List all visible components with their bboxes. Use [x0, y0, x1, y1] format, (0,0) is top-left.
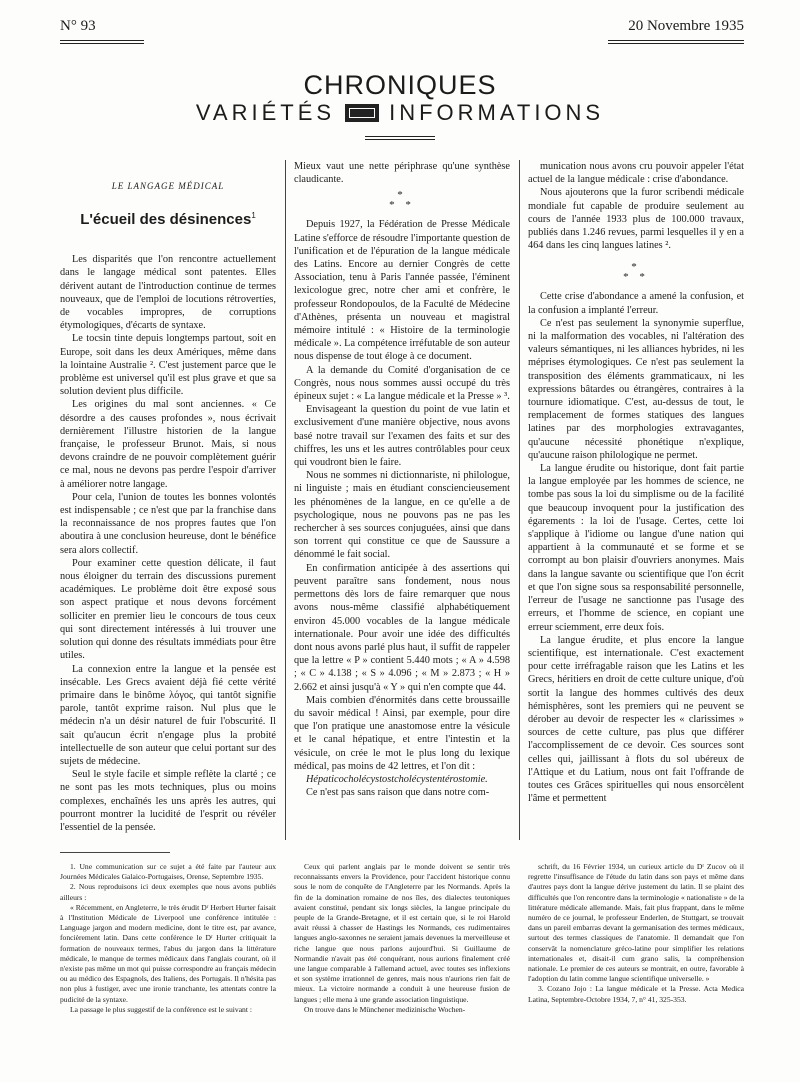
long-word: Hépaticocholécystostcholécystentérostomie.: [306, 773, 488, 785]
paragraph: Cette crise d'abondance a amené la confusion, et la confusion a implanté l'erreur.: [528, 291, 744, 316]
masthead-sub-left: VARIÉTÉS: [195, 100, 336, 125]
issue-date: 20 Novembre 1935: [628, 18, 744, 34]
paragraph: Pour examiner cette question délicate, il faut nous éloigner du terrain des discussions purement académiques. Le problème doit être exposé sous son aspect pratique et nous devons forcément solliciter en premier lieu le concours de tous ceux qui sont directement intéressés à lui trouver une solution qui donne des résultats immédiats pour être utiles.: [60, 557, 276, 662]
asterism: [294, 190, 510, 210]
paragraph: Les disparités que l'on rencontre actuellement dans le langage médical sont patentes. Elles dérivent autant de l'introduction continue de termes nouveaux, que de l'emploi de locutions rétrovertíes, de vocables impropres, de corruptions étymologiques, d'écarts de syntaxe.: [60, 254, 276, 332]
asterism: [528, 262, 744, 282]
footnotes-column-3: [528, 862, 744, 1062]
article-columns: [60, 160, 744, 840]
masthead: [0, 70, 800, 140]
column-2-text: [294, 218, 510, 773]
paragraph: A la demande du Comité d'organisation de ce Congrès, nous nous sommes aussi occupé du très épineux sujet : « La langue médicale et la Presse » ³.: [294, 364, 510, 403]
column-1-text: [60, 253, 276, 834]
asterism-bottom: * *: [623, 271, 649, 284]
article-title-note: 1: [251, 211, 256, 221]
paragraph: On trouve dans le Münchener medizinische Wochen-: [304, 1004, 466, 1014]
column-3-text: [528, 160, 744, 252]
header-rule-left: [60, 40, 144, 44]
paragraph: Nous ajouterons que la furor scribendi médicale mondiale fut capable de produire seulement au cours de l'année 1933 plus de 100.000 travaux, publiés dans 1.246 revues, parmi lesquelles il y en a 464 dans les cinq langues latines ².: [528, 187, 744, 252]
paragraph: munication nous avons cru pouvoir appeler l'état actuel de la langue médicale : crise d'abondance.: [528, 161, 744, 186]
column-1: [60, 160, 276, 840]
paragraph: Depuis 1927, la Fédération de Presse Médicale Latine s'efforce de résoudre l'importante question de l'unification et de l'épuration de la langue médicale des Latins. Encore au dernier Congrès de cette Association, tenu à Paris l'année passée, l'éminent lexicologue grec, notre cher ami et confrère, le professeur Rondopoulos, de la Faculté de Médecine d'Athènes, présenta un nouveau et magistral mémoire intitulé : « Histoire de la terminologie médicale ». La compétence irréfutable de son auteur nous dispense de tout éloge à ce document.: [294, 219, 510, 363]
paragraph: Le tocsin tinte depuis longtemps partout, soit en Europe, soit dans les deux Amériques, même dans la lointaine Australie ². C'est justement parce que le problème est universel qu'il est plus grave et que sa solution devient plus difficile.: [60, 333, 276, 398]
asterism-bottom: * *: [389, 199, 415, 212]
footnotes-column-2: [294, 862, 510, 1062]
asterism-top: *: [631, 261, 641, 274]
column-2: [294, 160, 510, 840]
masthead-subtitle: [0, 100, 800, 126]
masthead-sub-right: INFORMATIONS: [389, 100, 605, 125]
paragraph: Mais combien d'énormités dans cette broussaille du savoir médical ! Ainsi, par exemple, pour dire que l'on pratique une anastomose entre la vésicule et le canal hépatique, et entre l'intestin et la vésicule, on crée le mot le plus long du lexique médical, pas moins de 42 lettres, et l'on dit :: [294, 694, 510, 772]
column-3: [528, 160, 744, 840]
paragraph: Ce n'est pas seulement la synonymie superflue, ni la malformation des vocables, ni l'altération des valeurs sémantiques, ni les alliances hybrides, ni les méprises étymologiques. Ce n'est pas seulement la transposition des éléments grammaticaux, ni les expressions bâtardes ou étrangères, contraires à la tournure idiomatique. C'est, au-dessus de tout, le remplacement de formes statiques des langues latines par des morphologies extravagantes, qu'aucune nécessité phonétique n'explique, qu'aucune raison philologique ne permet.: [528, 317, 744, 461]
asterism-top: *: [397, 189, 407, 202]
paragraph: « Récemment, en Angleterre, le très érudit Dʳ Herbert Hurter faisait à l'Institution Médicale de Liverpool une conférence intitulée : Language jargon and modern medicine, dont le titre est, par avance, foncièrement latin. Dans cette conférence le Dʳ Hurter critiquait la formation de nouveaux termes, l'abus du jargon dans la littérature médicale, le manque de termes médicaux dans l'anglais courant, où il n'existe pas même un mot qui puisse correspondre au français médecin ou au médico des Espagnols, des Italiens, des Portugais. Il n'hésita pas non plus à fustiger, avec une ironie tranchante, les attentats contre la pudicité de la syntaxe.: [60, 902, 276, 1004]
paragraph: 2. Nous reproduisons ici deux exemples que nous avons publiés ailleurs :: [60, 882, 276, 902]
column-3-text-b: [528, 290, 744, 805]
paragraph: La langue érudite ou historique, dont fait partie la langue employée par les hommes de science, ne tombe pas sous la loi du simplisme ou de la facilité que beaucoup invoquent pour la justification des égarements : la loi de l'usage. Certes, cette loi s'applique à l'idiome ou langue d'une nation qui appartient à la communauté et se forme et se corrompt au bon plaisir d'ouvriers anonymes. Mais dans la langue savante ou scientifique que l'on écrit et que l'on signe sous sa responsabilité personnelle, l'erreur de l'usage ne sanctionne pas l'usage des erreurs, et l'homme de science, en copiant une erreur sciemment, erre deux fois.: [528, 463, 744, 633]
column-2-lead: Mieux vaut une nette périphrase qu'une synthèse claudicante.: [294, 161, 510, 186]
paragraph: Ceux qui parlent anglais par le monde doivent se sentir très reconnaissants envers la Providence, pour l'accident historique connu sous le nom de conquête de l'Angleterre par les Normands. Après la fin de la domination romaine de nos îles, des dialectes teutoniques avaient constitué, pendant six longs siècles, la langue principale du peuple de la Grande-Bretagne, et il est certain que, si le roi Harold avait réussi à chasser de Hastings les Normands, ces rudimentaires langues anglo-saxonnes ne seraient jamais devenues la merveilleuse et riche langue que nous parlons aujourd'hui. Si Guillaume de Normandie n'avait pas été conquérant, nous aurions finalement créé une langue comparable à l'allemand actuel, avec toutes ses inflexions et son système irrationnel de genres, mais nous n'aurions rien fait de mieux. La victoire normande a conduit à une heureuse fusion de langues ; elle mena à une grande association linguistique.: [294, 862, 510, 1004]
footnotes-column-1: [60, 862, 276, 1062]
section-kicker: LE LANGAGE MÉDICAL: [111, 181, 225, 191]
paragraph: La passage le plus suggestif de la conférence est le suivant :: [70, 1004, 252, 1014]
masthead-title: CHRONIQUES: [303, 70, 497, 100]
footnotes: [60, 862, 744, 1062]
masthead-rule: [365, 136, 435, 140]
page-header: [60, 14, 744, 40]
column-rule-1: [285, 160, 286, 840]
article-title: [60, 207, 276, 229]
column-2-tail: Ce n'est pas sans raison que dans notre com-: [306, 787, 490, 799]
issue-number: N° 93: [60, 18, 96, 34]
paragraph: Envisageant la question du point de vue latin et exclusivement d'une manière objective, nous avons basé notre travail sur l'examen des faits et sur des chiffres, les uns et les autres contrôlables pour ceux qui voudront bien le faire.: [294, 404, 510, 469]
paragraph: Les origines du mal sont anciennes. « Ce désordre a des causes profondes », nous écrivait dernièrement l'illustre historien de la langue française, le professeur Brunot. Mais, si nous devons craindre de ne pouvoir complètement guérir ce mal, nous ne devons pas perdre l'espoir d'arriver à améliorer notre langage.: [60, 399, 276, 490]
column-rule-2: [519, 160, 520, 840]
paragraph: Nous ne sommes ni dictionnariste, ni philologue, ni linguiste ; mais en étudiant consciencieusement les phénomènes de la langue, en ce qu'elle a de psychologique, nous ne pouvons pas ne pas les rechercher à ses sources conjuguées, ainsi que dans son torrent qui constitue ce que de Saussure a dénommé le fait social.: [294, 470, 510, 561]
paragraph: La langue érudite, et plus encore la langue scientifique, est internationale. C'est exactement pour cette irréfragable raison que les Latins et les Grecs, héritiers en droit de cette culture unique, d'où sortit la langue des hommes cultivés des deux hémisphères, sont les premiers qui ne peuvent se dérober au devoir de respecter les « clarissimes » sources de cette culture, pas plus que différer l'accomplissement de ce devoir. Ces sources sont celles qui, jaillissant à flots du sol ubéreux de l'Attique et du Latium, nous ont fait l'offrande de toutes ces Grâces spirituelles qui nous ensorcèlent l'âme et permettent: [528, 634, 744, 805]
paragraph: En confirmation anticipée à des assertions qui peuvent paraître sans fondement, nous nous permettons dès lors de faire remarquer que nous avons nous-même classifié alphabétiquement environ 45.000 vocables de la langue médicale internationale. Pour avoir une idée des difficultés dont nous avons parlé plus haut, il suffit de rappeler que la lettre « P » contient 5.440 mots ; « A » 4.598 ; « C » 4.138 ; « S » 4.096 ; « M » 2.873 ; « H » 2.662 et ainsi jusqu'à « Y » qui n'en compte que 44.: [294, 562, 510, 693]
paragraph: Seul le style facile et simple reflète la clarté ; ce ne sont pas les mots techniques, plus ou moins complexes, enchaînés les uns après les autres, qui pourront montrer la lucidité de l'esprit ou révéler l'essentiel de la pensée.: [60, 769, 276, 833]
footnote-rule: [60, 852, 170, 853]
paragraph: 1. Une communication sur ce sujet a été faite par l'auteur aux Journées Médicales Galaico-Portugaises, Orense, Septembre 1935.: [60, 862, 276, 882]
paragraph: schrift, du 16 Février 1934, un curieux article du Dʳ Zucov où il regrette l'insuffisance de l'étude du latin dans son pays et même dans d'autres pays dont la langue dérive justement du latin. Il se plaint des difficultés que l'on rencontre dans la terminologie « nationaliste » de la littérature médicale allemande. Mais, fait plus frappant, dans le même numéro de ce journal, le professeur Enderlen, de Stuttgart, se trouvait dans un pareil embarras devant la germanisation des termes médicaux, surtout des termes classiques de l'anatomie. Il demandait que l'on conservât la nomenclature gréco-latine pour simplifier les relations internationales et, disait-il cum grano salis, la compréhension nationale. Le premier de ces auteurs se montrait, en outre, favorable à l'adoption du latin comme langue scientifique universelle. »: [528, 862, 744, 984]
header-rule-right: [608, 40, 744, 44]
paragraph: 3. Cozano Jojo : La langue médicale et la Presse. Acta Medica Latina, Septembre-Octobre 1934, 7, n° 41, 325-353.: [528, 984, 744, 1004]
paragraph: La connexion entre la langue et la pensée est insécable. Les Grecs avaient déjà fié cette vérité primaire dans le binôme λόγος, qui tantôt signifie parole, tantôt exprime raison. Nul plus que le médecin n'a un désir naturel de fuir l'obscurité. Il sait qu'aucun écrit n'engage plus la probité intellectuelle de son auteur que celui portant sur des sujets de médecine.: [60, 663, 276, 767]
paragraph: Pour cela, l'union de toutes les bonnes volontés est indispensable ; ce n'est que par la franchise dans la reconnaissance de nos propres fautes que l'on aboutira à une conclusion heureuse, dont le bénéfice sera alors collectif.: [60, 491, 276, 556]
article-title-text: L'écueil des désinences: [80, 211, 252, 229]
ornament-icon: [345, 104, 379, 122]
